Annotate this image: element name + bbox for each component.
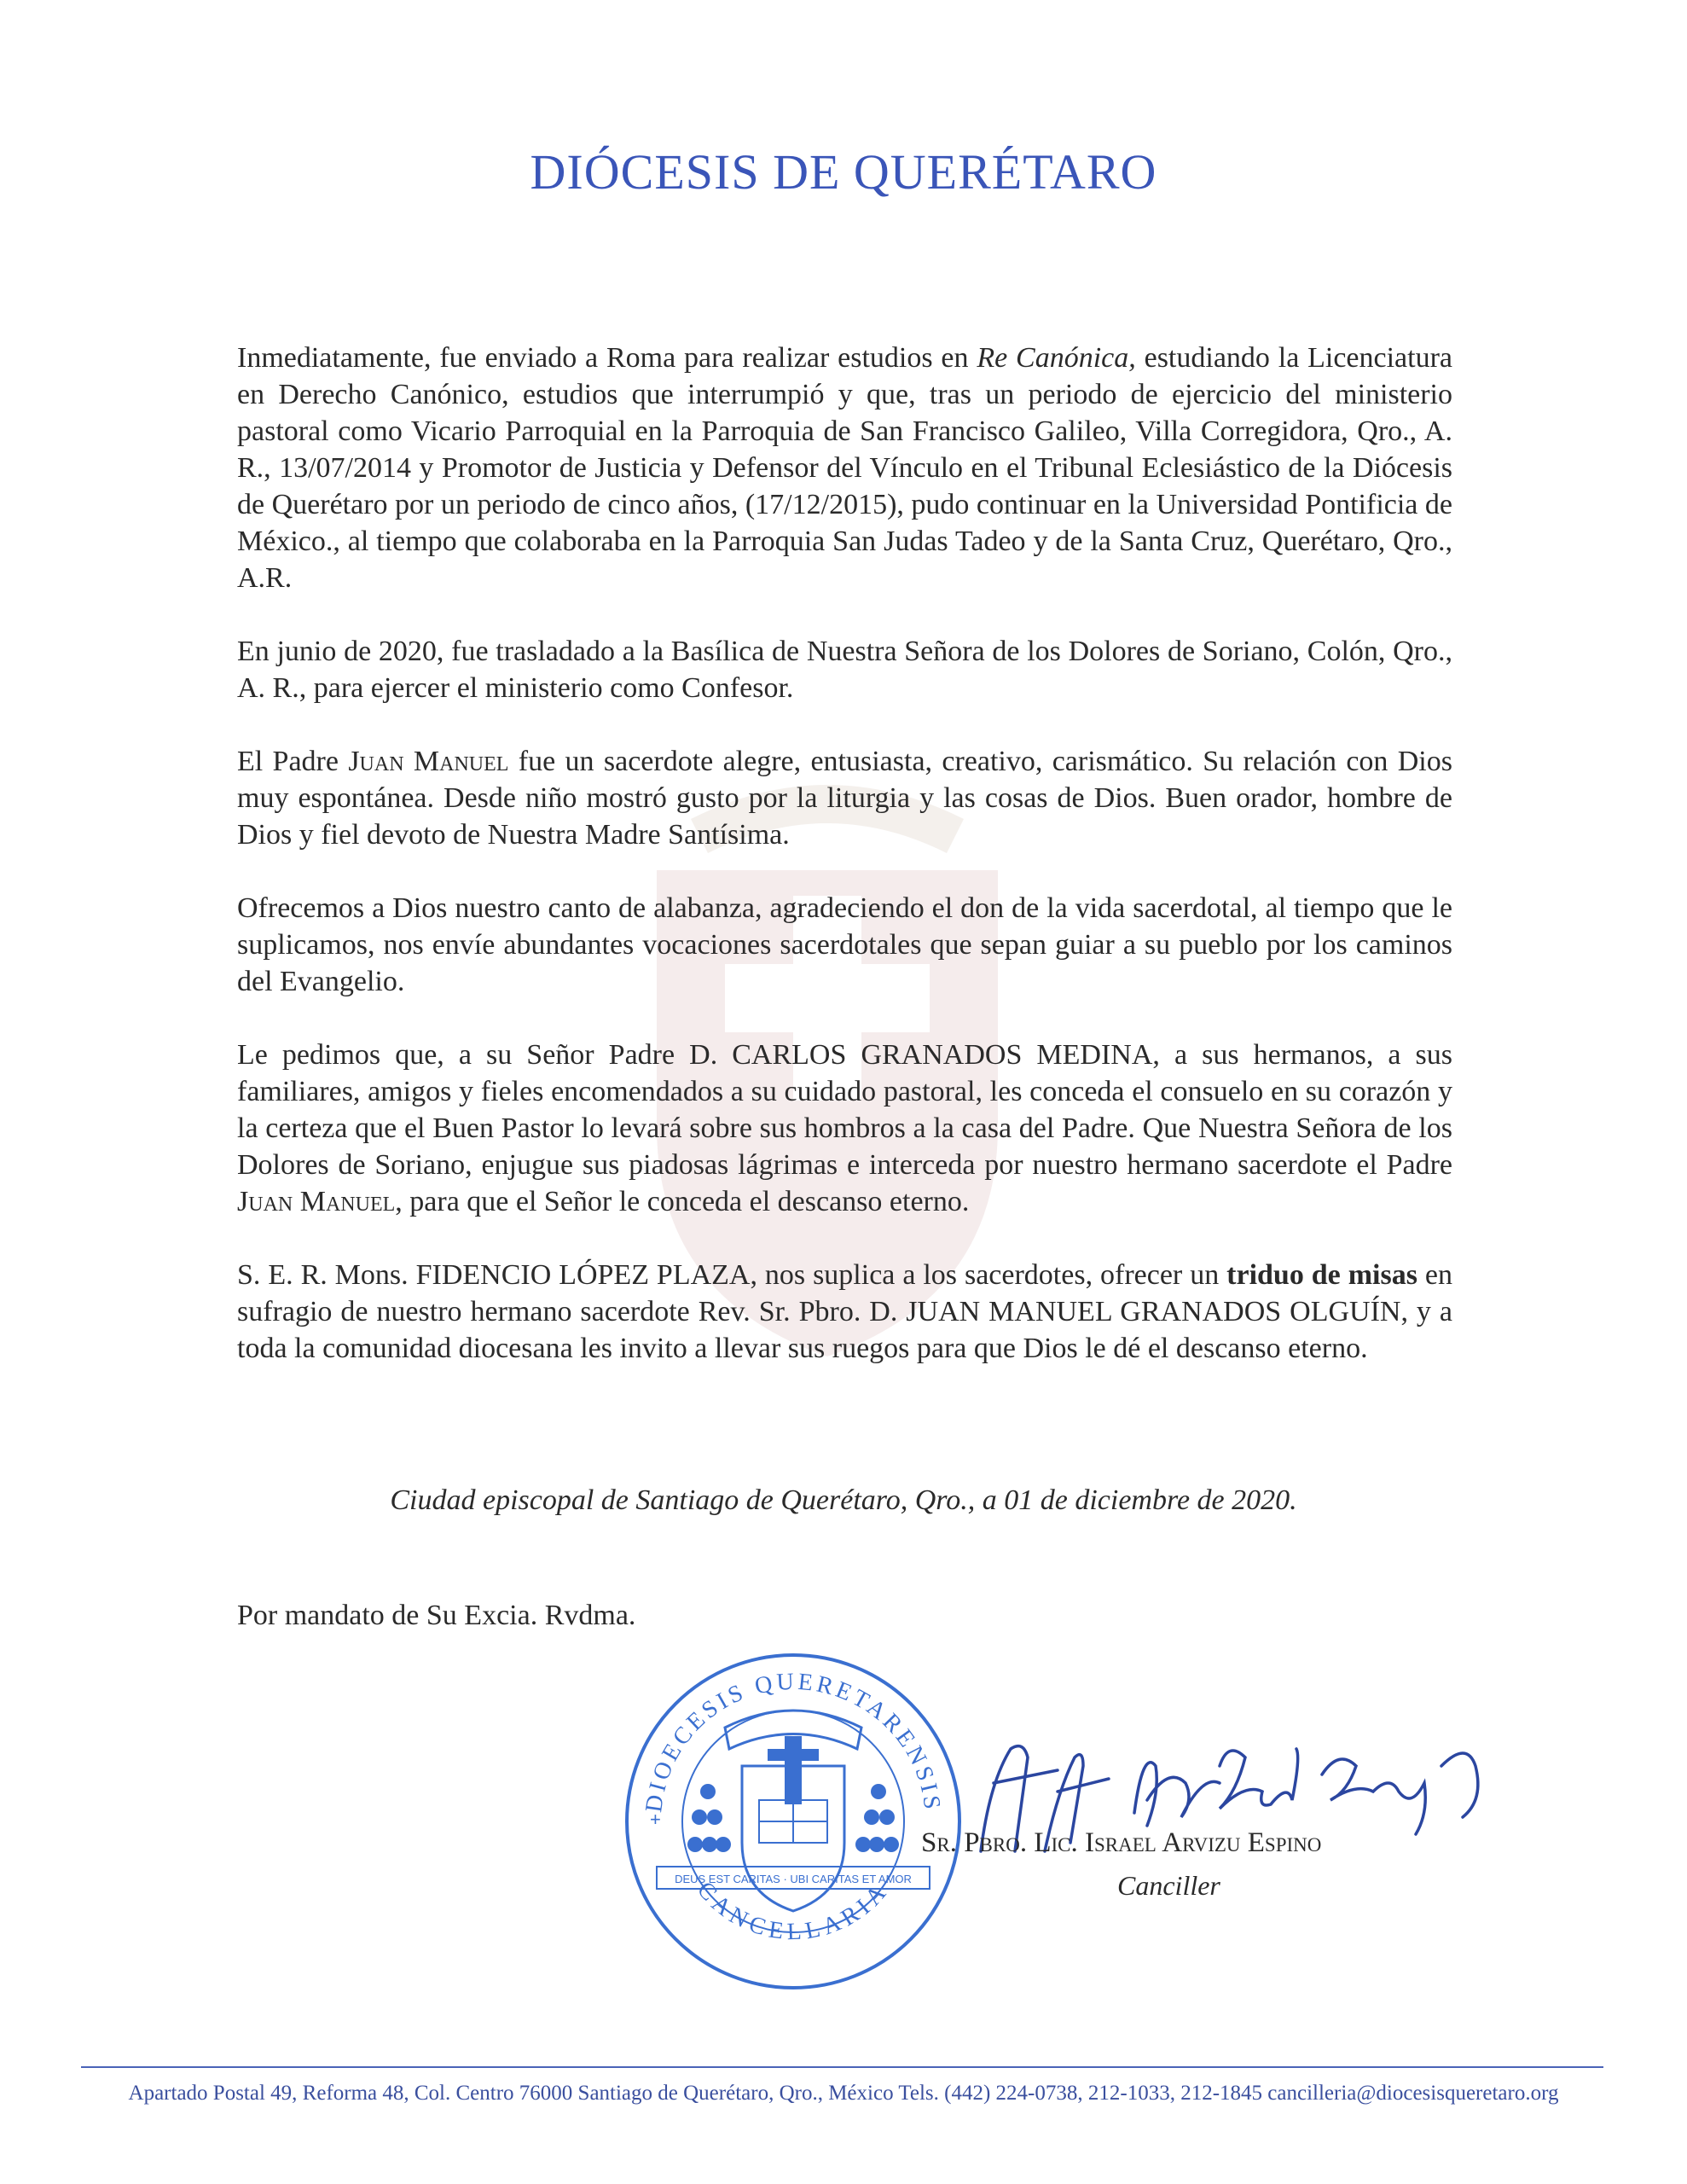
page-title: DIÓCESIS DE QUERÉTARO bbox=[530, 144, 1157, 200]
seal-band-text: DEUS EST CARITAS · UBI CARITAS ET AMOR bbox=[675, 1873, 912, 1885]
chancery-seal bbox=[614, 1647, 972, 1996]
paragraph-transfer: En junio de 2020, fue trasladado a la Basílica de Nuestra Señora de los Dolores de Soriano, Colón, Qro., A. R., para ejercer el ministerio como Confesor. bbox=[237, 636, 1452, 704]
svg-text:+: + bbox=[650, 1809, 661, 1830]
dateline: Ciudad episcopal de Santiago de Querétaro, Qro., a 01 de diciembre de 2020. bbox=[390, 1484, 1297, 1516]
signatory-role: Canciller bbox=[1117, 1870, 1220, 1901]
paragraph-condolence: Le pedimos que, a su Señor Padre D. CARLOS GRANADOS MEDINA, a sus hermanos, a sus familiares, amigos y fieles encomendados a su cuidado pastoral, les conceda el consuelo en su corazón y la certeza que el Buen Pastor lo levará sobre sus hombros a la casa del Padre. Que Nuestra Señora de los Dolores de Soriano, enjugue sus piadosas lágrimas e interceda por nuestro hermano sacerdote el Padre Juan Manuel, para que el Señor le conceda el descanso eterno. bbox=[237, 1039, 1452, 1217]
mandate-line: Por mandato de Su Excia. Rvdma. bbox=[237, 1600, 636, 1631]
seal-bottom-text: CANCELLARIA bbox=[692, 1876, 896, 1946]
paragraph-prayer: Ofrecemos a Dios nuestro canto de alabanza, agradeciendo el don de la vida sacerdotal, al tiempo que le suplicamos, nos envíe abundantes vocaciones sacerdotales que sepan guiar a su pueblo por los caminos del Evangelio. bbox=[237, 892, 1452, 997]
footer-rule bbox=[81, 2066, 1603, 2068]
seal-top-text: DIOECESIS QUERETARENSIS bbox=[641, 1668, 946, 1815]
paragraph-studies: Inmediatamente, fue enviado a Roma para realizar estudios en Re Canónica, estudiando la Licenciatura en Derecho Canónico, estudios que interrumpió y que, tras un periodo de ejercicio del ministerio pastoral como Vicario Parroquial en la Parroquia de San Francisco Galileo, Villa Corregidora, Qro., A. R., 13/07/2014 y Promotor de Justicia y Defensor del Vínculo en el Tribunal Eclesiástico de la Diócesis de Querétaro por un periodo de cinco años, (17/12/2015), pudo continuar en la Universidad Pontificia de México., al tiempo que colaboraba en la Parroquia San Judas Tadeo y de la Santa Cruz, Querétaro, Qro., A.R. bbox=[237, 342, 1453, 594]
paragraph-triduo: S. E. R. Mons. FIDENCIO LÓPEZ PLAZA, nos suplica a los sacerdotes, ofrecer un triduo de misas en sufragio de nuestro hermano sacerdote Rev. Sr. Pbro. D. JUAN MANUEL GRANADOS OLGUÍN, y a toda la comunidad diocesana les invito a llevar sus ruegos para que Dios le dé el descanso eterno. bbox=[237, 1259, 1452, 1364]
footer-address: Apartado Postal 49, Reforma 48, Col. Centro 76000 Santiago de Querétaro, Qro., México Tels. (442) 224-0738, 212-1033, 212-1845 cancilleria@diocesisqueretaro.org bbox=[128, 2082, 1559, 2105]
signatory-name: Sr. Pbro. Lic. Israel Arvizu Espino bbox=[921, 1827, 1322, 1858]
letter-body bbox=[237, 340, 1452, 1403]
paragraph-character: El Padre Juan Manuel fue un sacerdote alegre, entusiasta, creativo, carismático. Su relación con Dios muy espontánea. Desde niño mostró gusto por la liturgia y las cosas de Dios. Buen orador, hombre de Dios y fiel devoto de Nuestra Madre Santísima. bbox=[237, 746, 1452, 851]
